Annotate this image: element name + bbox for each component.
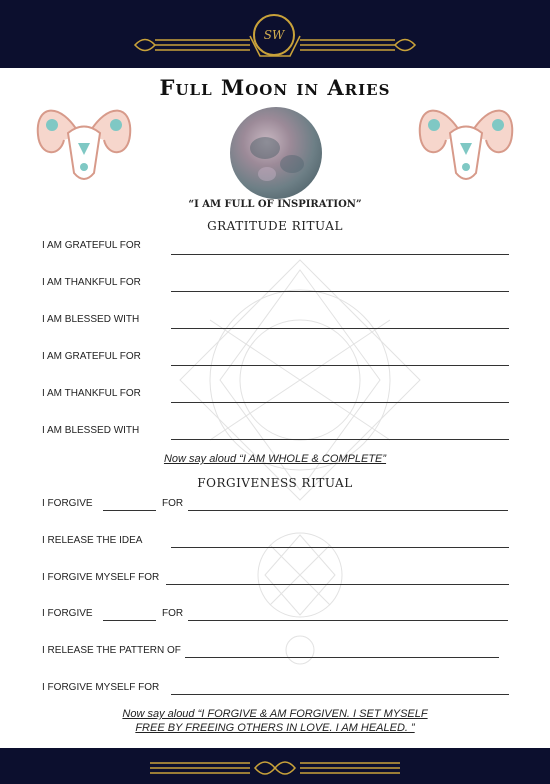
forgiveness-prompt-label: I FORGIVE MYSELF FOR: [42, 572, 160, 583]
gratitude-prompt-label: I AM THANKFUL FOR: [42, 277, 141, 288]
forgiveness-answer-field[interactable]: [185, 657, 499, 658]
forgiveness-prompt-for: FOR: [162, 498, 184, 509]
affirmation-text: “I AM FULL OF INSPIRATION”: [188, 199, 362, 210]
gratitude-prompt-label: I AM BLESSED WITH: [42, 314, 140, 325]
forgiveness-closing-statement-line2: FREE BY FREEING OTHERS IN LOVE. I AM HEALED. ”: [135, 722, 415, 734]
gratitude-prompt-label: I AM THANKFUL FOR: [42, 388, 141, 399]
forgiveness-answer-field[interactable]: [188, 510, 508, 511]
forgiveness-answer-field[interactable]: [166, 584, 509, 585]
gratitude-closing-statement: Now say aloud “I AM WHOLE & COMPLETE”: [163, 453, 387, 465]
gratitude-answer-field[interactable]: [171, 254, 509, 255]
art-deco-ornament-bottom: [140, 754, 410, 780]
forgiveness-prompt-label: I RELEASE THE IDEA: [42, 535, 143, 546]
forgiveness-prompt-label: I FORGIVE MYSELF FOR: [42, 682, 160, 693]
gratitude-prompt-label: I AM GRATEFUL FOR: [42, 240, 141, 251]
ram-illustration-right: [412, 95, 520, 190]
gratitude-prompt-label: I AM GRATEFUL FOR: [42, 351, 141, 362]
forgiveness-answer-field[interactable]: [171, 694, 509, 695]
forgiveness-answer-field[interactable]: [188, 620, 508, 621]
forgiveness-answer-field[interactable]: [171, 547, 509, 548]
page-title: Full Moon in Aries: [159, 75, 391, 100]
full-moon-image: [230, 107, 322, 199]
forgiveness-prompt-label: I FORGIVE: [42, 498, 93, 509]
gratitude-answer-field[interactable]: [171, 291, 509, 292]
forgiveness-prompt-for: FOR: [162, 608, 184, 619]
ram-illustration-left: [30, 95, 138, 190]
forgiveness-prompt-label: I RELEASE THE PATTERN OF: [42, 645, 181, 656]
gratitude-answer-field[interactable]: [171, 439, 509, 440]
forgiveness-prompt-label: I FORGIVE: [42, 608, 93, 619]
forgiveness-closing-statement-line1: Now say aloud “I FORGIVE & AM FORGIVEN. I SET MYSELF: [122, 708, 428, 720]
gratitude-answer-field[interactable]: [171, 328, 509, 329]
gratitude-prompt-label: I AM BLESSED WITH: [42, 425, 140, 436]
forgiveness-name-field[interactable]: [103, 510, 156, 511]
logo-text: SW: [263, 28, 285, 42]
gratitude-heading: GRATITUDE RITUAL: [207, 219, 343, 233]
gratitude-answer-field[interactable]: [171, 365, 509, 366]
forgiveness-name-field[interactable]: [103, 620, 156, 621]
logo-badge: [253, 14, 295, 56]
forgiveness-heading: FORGIVENESS RITUAL: [197, 476, 353, 490]
gratitude-answer-field[interactable]: [171, 402, 509, 403]
